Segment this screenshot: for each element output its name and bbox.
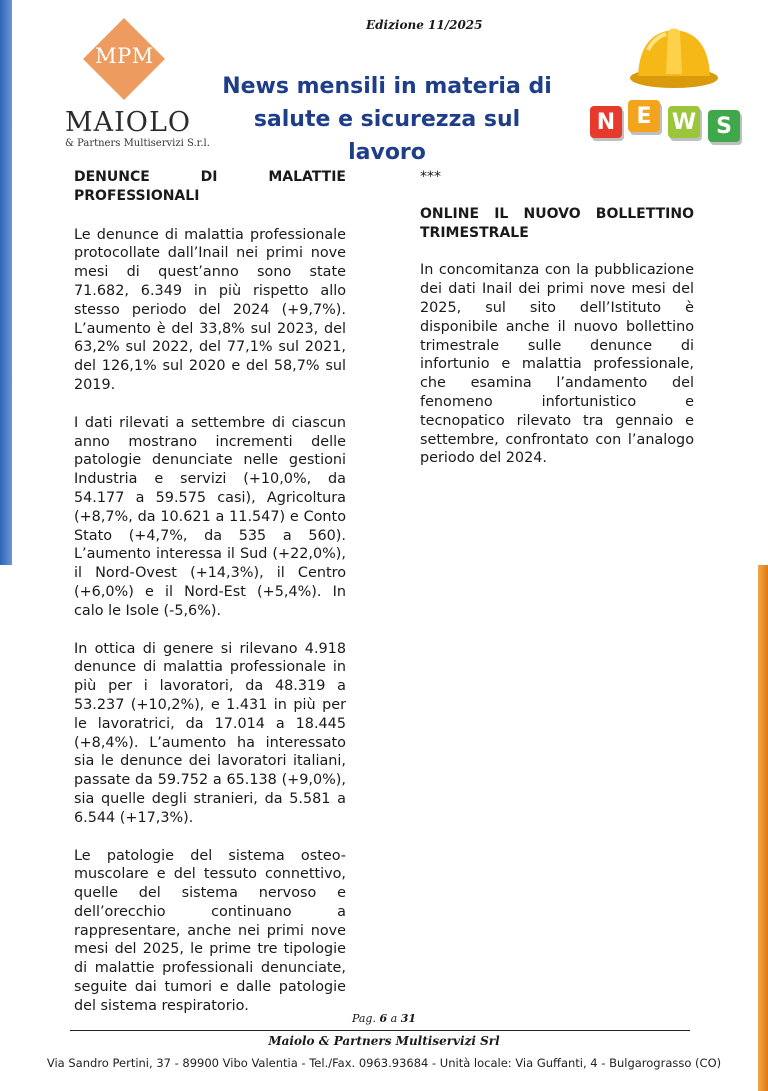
logo-name: MAIOLO [65,107,192,138]
news-illustration [584,20,754,156]
newsletter-title [212,70,562,169]
title-line-2: salute e sicurezza sul lavoro [253,107,521,165]
separator: *** [420,169,441,185]
footer-divider [70,1030,690,1031]
company-logo [62,22,210,149]
title-line-1: News mensili in materia di [222,74,552,99]
page-number [0,1012,768,1025]
section-heading: ONLINE IL NUOVO BOLLETTINO TRIMESTRALE [420,205,694,241]
paragraph: Le patologie del sistema osteo-muscolare e del tessuto connettivo, quelle del sistema nervoso e dell’orecchio continuano a rappresentare, anche nei primi nove mesi del 2025, le prime tre tipologie di malattie professionali denunciate, seguite dai tumori e dalle patologie del sistema respiratorio. [74,847,346,1014]
section-heading: DENUNCE DI MALATTIE PROFESSIONALI [74,169,346,204]
logo-subtitle: & Partners Multiservizi S.r.l. [65,138,210,149]
footer-company: Maiolo & Partners Multiservizi Srl [268,1034,500,1048]
news-block-s: S [708,110,740,142]
page-total: 31 [400,1012,417,1025]
news-block-e: E [628,100,660,132]
logo-initials: MPM [95,44,154,68]
left-accent-bar [0,0,12,565]
paragraph: I dati rilevati a settembre di ciascun anno mostrano incrementi delle patologie denunciate nelle gestioni Industria e servizi (+10,0%, da 54.177 a 59.575 casi), Agricoltura (+8,7%, da 10.621 a 11.547) e Conto Stato (+4,7%, da 535 a 560). L’aumento interessa il Sud (+22,0%), il Nord-Ovest (+14,3%), il Centro (+6,0%) e il Nord-Est (+5,4%). In calo le Isole (-5,6%). [74,414,346,619]
page-current: 6 [379,1012,388,1025]
footer-address: Via Sandro Pertini, 37 - 89900 Vibo Valentia - Tel./Fax. 0963.93684 - Unità locale: Via Guffanti, 4 - Bulgarograsso (CO) [46,1056,722,1070]
page-sep: a [390,1012,398,1025]
page-prefix: Pag. [351,1012,376,1025]
news-block-w: W [668,106,700,138]
news-block-n: N [590,106,622,138]
right-column [420,168,694,468]
paragraph: Le denunce di malattia professionale protocollate dall’Inail nei primi nove mesi di quest’anno sono state 71.682, 6.349 in più rispetto allo stesso periodo del 2024 (+9,7%). L’aumento è del 33,8% sul 2023, del 63,2% sul 2022, del 77,1% sul 2021, del 126,1% sul 2020 e del 58,7% sul 2019. [74,226,346,393]
helmet-icon [624,20,719,100]
left-column [74,168,346,1016]
paragraph: In ottica di genere si rilevano 4.918 denunce di malattia professionale in più per i lavoratori, da 48.319 a 53.237 (+10,2%), e 1.431 in più per le lavoratrici, da 17.014 a 18.445 (+8,4%). L’aumento ha interessato sia le denunce dei lavoratori italiani, passate da 59.752 a 65.138 (+9,0%), sia quelle degli stranieri, da 5.581 a 6.544 (+17,3%). [74,640,346,826]
paragraph: In concomitanza con la pubblicazione dei dati Inail dei primi nove mesi del 2025, sul sito dell’Istituto è disponibile anche il nuovo bollettino trimestrale sulle denunce di infortunio e malattia professionale, che esamina l’andamento del fenomeno infortunistico e tecnopatico rilevato tra gennaio e settembre, confrontato con l’analogo periodo del 2024. [420,262,694,467]
edition-label: Edizione 11/2025 [366,18,483,32]
